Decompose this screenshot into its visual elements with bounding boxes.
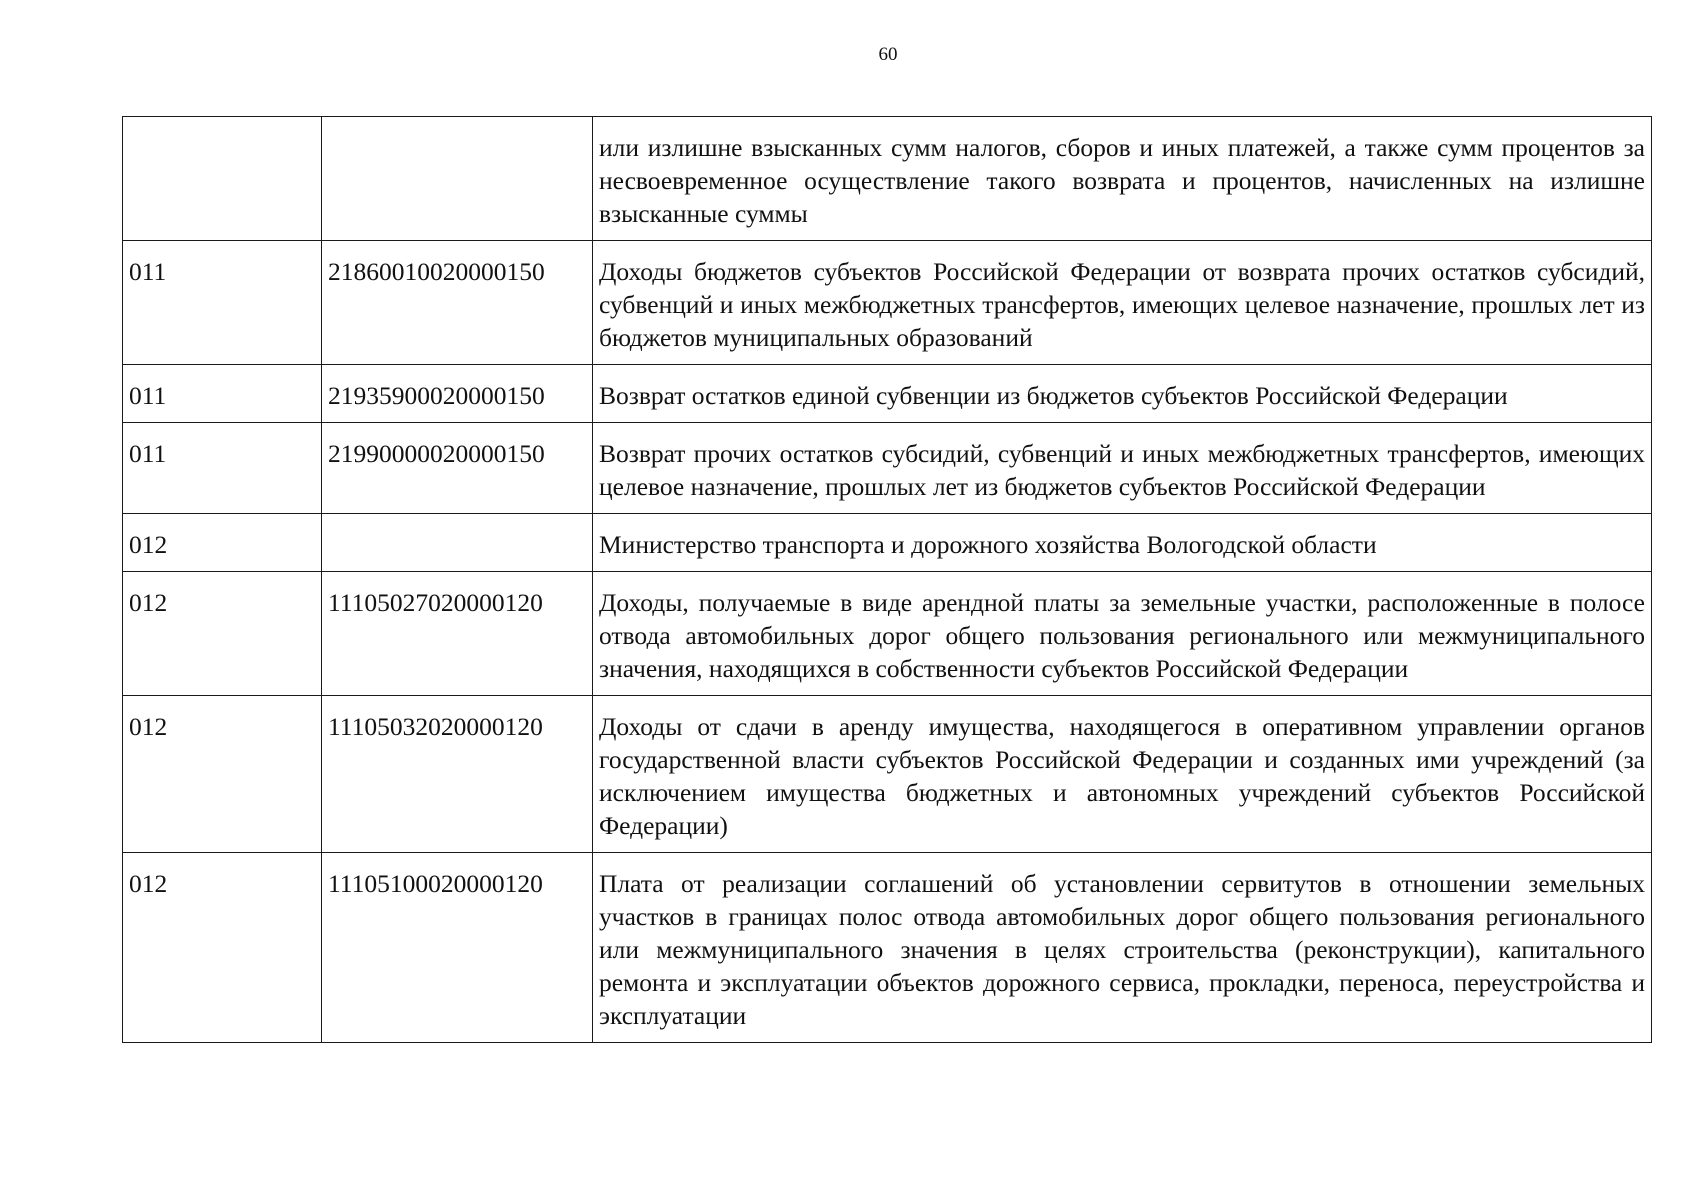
admin-code-cell: 011 <box>123 365 322 423</box>
description-cell: Плата от реализации соглашений об установлении сервитутов в отношении земельных участков в границах полос отвода автомобильных дорог общего пользования регионального или межмуниципального значения в целях строительства (реконструкции), капитального ремонта и эксплуатации объектов дорожного сервиса, прокладки, переноса, переустройства и эксплуатации <box>593 853 1652 1043</box>
description-cell: Доходы бюджетов субъектов Российской Федерации от возврата прочих остатков субсидий, субвенций и иных межбюджетных трансфертов, имеющих целевое назначение, прошлых лет из бюджетов муниципальных образований <box>593 241 1652 365</box>
budget-code-cell <box>322 514 593 572</box>
admin-code-cell: 012 <box>123 696 322 853</box>
description-cell: Доходы, получаемые в виде арендной платы за земельные участки, расположенные в полосе отвода автомобильных дорог общего пользования регионального или межмуниципального значения, находящихся в собственности субъектов Российской Федерации <box>593 572 1652 696</box>
revenue-codes-table <box>122 116 1652 1043</box>
admin-code-cell <box>123 117 322 241</box>
table-row <box>123 696 1652 853</box>
table-row <box>123 365 1652 423</box>
table-row <box>123 572 1652 696</box>
admin-code-cell: 011 <box>123 241 322 365</box>
budget-code-cell: 21990000020000150 <box>322 423 593 514</box>
table-row <box>123 117 1652 241</box>
budget-code-cell: 21860010020000150 <box>322 241 593 365</box>
table-row <box>123 514 1652 572</box>
page-number: 60 <box>878 44 898 65</box>
table-row <box>123 853 1652 1043</box>
budget-code-cell: 21935900020000150 <box>322 365 593 423</box>
admin-code-cell: 012 <box>123 514 322 572</box>
description-cell: Доходы от сдачи в аренду имущества, находящегося в оперативном управлении органов государственной власти субъектов Российской Федерации и созданных ими учреждений (за исключением имущества бюджетных и автономных учреждений субъектов Российской Федерации) <box>593 696 1652 853</box>
admin-code-cell: 012 <box>123 572 322 696</box>
description-cell: Возврат прочих остатков субсидий, субвенций и иных межбюджетных трансфертов, имеющих целевое назначение, прошлых лет из бюджетов субъектов Российской Федерации <box>593 423 1652 514</box>
description-cell: Министерство транспорта и дорожного хозяйства Вологодской области <box>593 514 1652 572</box>
table-row <box>123 241 1652 365</box>
admin-code-cell: 011 <box>123 423 322 514</box>
table-row <box>123 423 1652 514</box>
description-cell: или излишне взысканных сумм налогов, сборов и иных платежей, а также сумм процентов за несвоевременное осуществление такого возврата и процентов, начисленных на излишне взысканные суммы <box>593 117 1652 241</box>
budget-code-cell: 11105027020000120 <box>322 572 593 696</box>
admin-code-cell: 012 <box>123 853 322 1043</box>
budget-code-cell <box>322 117 593 241</box>
budget-code-cell: 11105100020000120 <box>322 853 593 1043</box>
description-cell: Возврат остатков единой субвенции из бюджетов субъектов Российской Федерации <box>593 365 1652 423</box>
budget-code-cell: 11105032020000120 <box>322 696 593 853</box>
